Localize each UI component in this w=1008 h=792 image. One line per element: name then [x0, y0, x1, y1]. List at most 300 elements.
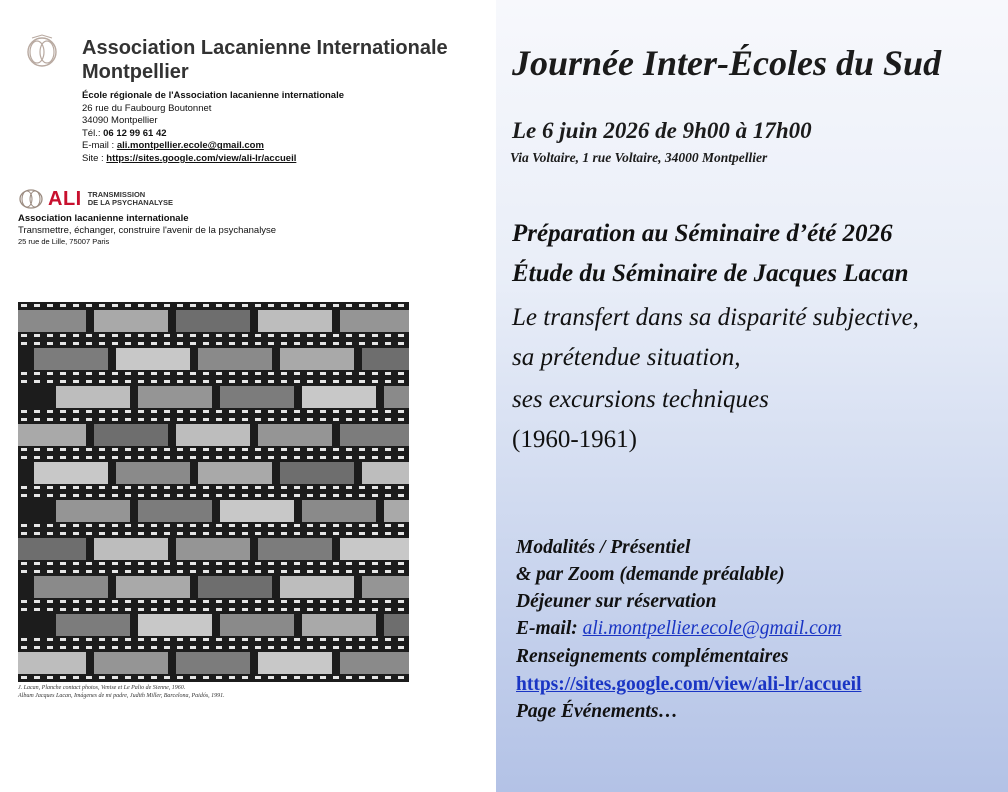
seminar-title-line1: Le transfert dans sa disparité subjective,: [512, 304, 919, 331]
sprocket-hole: [112, 486, 118, 489]
sprocket-hole: [47, 532, 53, 535]
sprocket-hole: [125, 646, 131, 649]
seminar-years: (1960-1961): [512, 426, 637, 453]
sprocket-hole: [203, 456, 209, 459]
sprocket-hole: [203, 448, 209, 451]
org-title: [82, 36, 448, 84]
sprocket-hole: [359, 380, 365, 383]
sprocket-hole: [294, 448, 300, 451]
sprocket-hole: [190, 448, 196, 451]
sprocket-hole: [242, 486, 248, 489]
film-frame: [198, 462, 272, 484]
sprocket-hole: [99, 608, 105, 611]
sprocket-hole: [151, 532, 157, 535]
sprocket-hole: [151, 486, 157, 489]
sprocket-hole: [34, 304, 40, 307]
sprocket-hole: [47, 410, 53, 413]
sprocket-hole: [320, 676, 326, 679]
sprocket-hole: [47, 380, 53, 383]
sprocket-hole: [164, 600, 170, 603]
sprocket-hole: [177, 372, 183, 375]
sprocket-hole: [255, 608, 261, 611]
sprocket-hole: [151, 494, 157, 497]
sprocket-hole: [60, 456, 66, 459]
sprocket-hole: [294, 524, 300, 527]
sprocket-hole: [359, 638, 365, 641]
film-frame: [18, 538, 86, 560]
sprocket-hole: [216, 342, 222, 345]
site-link[interactable]: https://sites.google.com/view/ali-lr/accueil: [106, 152, 297, 164]
sprocket-hole: [99, 448, 105, 451]
sprocket-hole: [125, 676, 131, 679]
sprocket-hole: [203, 608, 209, 611]
sprocket-hole: [60, 570, 66, 573]
sprocket-hole: [268, 372, 274, 375]
sprocket-hole: [294, 304, 300, 307]
sprocket-hole: [21, 646, 27, 649]
sprocket-hole: [86, 646, 92, 649]
film-frame: [116, 348, 190, 370]
sprocket-hole: [151, 570, 157, 573]
film-frame: [198, 576, 272, 598]
modalities-email-link[interactable]: ali.montpellier.ecole@gmail.com: [582, 618, 842, 639]
sprocket-hole: [281, 486, 287, 489]
sprocket-hole: [203, 494, 209, 497]
sprocket-hole: [177, 486, 183, 489]
sprocket-hole: [398, 456, 404, 459]
sprocket-hole: [255, 334, 261, 337]
sprocket-hole: [294, 486, 300, 489]
sprocket-hole: [398, 638, 404, 641]
sprocket-hole: [320, 372, 326, 375]
sprocket-hole: [190, 532, 196, 535]
sprocket-hole: [151, 638, 157, 641]
sprocket-hole: [21, 380, 27, 383]
sprocket-hole: [34, 448, 40, 451]
sprocket-hole: [359, 562, 365, 565]
sprocket-hole: [346, 494, 352, 497]
sprocket-hole: [242, 456, 248, 459]
sprocket-hole: [307, 486, 313, 489]
sprocket-hole: [86, 486, 92, 489]
modalities-site-link[interactable]: https://sites.google.com/view/ali-lr/accueil: [516, 674, 862, 695]
film-frame: [176, 538, 250, 560]
sprocket-hole: [359, 448, 365, 451]
sprocket-hole: [281, 448, 287, 451]
sprocket-hole: [112, 646, 118, 649]
ali-emblem-icon: [18, 189, 44, 209]
sprocket-hole: [60, 608, 66, 611]
sprocket-hole: [125, 380, 131, 383]
ali-logo-text: ALI: [48, 187, 82, 210]
sprocket-hole: [307, 456, 313, 459]
sprocket-hole: [372, 334, 378, 337]
sprocket-hole: [216, 494, 222, 497]
sprocket-hole: [177, 418, 183, 421]
sprocket-hole: [346, 342, 352, 345]
sprocket-hole: [359, 456, 365, 459]
sprocket-hole: [60, 600, 66, 603]
sprocket-hole: [203, 600, 209, 603]
sprocket-hole: [164, 486, 170, 489]
sprocket-hole: [307, 342, 313, 345]
sprocket-hole: [177, 638, 183, 641]
sprocket-hole: [164, 494, 170, 497]
sprocket-hole: [255, 372, 261, 375]
sprocket-hole: [242, 334, 248, 337]
sprocket-hole: [125, 448, 131, 451]
sprocket-hole: [138, 486, 144, 489]
sprocket-hole: [190, 494, 196, 497]
film-frame: [198, 348, 272, 370]
sprocket-hole: [385, 494, 391, 497]
sprocket-hole: [372, 342, 378, 345]
sprocket-hole: [99, 494, 105, 497]
sprocket-hole: [333, 570, 339, 573]
sprocket-hole: [125, 456, 131, 459]
sprocket-hole: [86, 342, 92, 345]
sprocket-hole: [242, 562, 248, 565]
sprocket-hole: [333, 486, 339, 489]
sprocket-hole: [333, 456, 339, 459]
sprocket-hole: [21, 638, 27, 641]
sprocket-hole: [216, 676, 222, 679]
sprocket-hole: [125, 418, 131, 421]
sprocket-hole: [177, 676, 183, 679]
film-frame: [302, 614, 376, 636]
sprocket-hole: [333, 600, 339, 603]
sprocket-hole: [99, 524, 105, 527]
sprocket-hole: [281, 646, 287, 649]
sprocket-hole: [372, 638, 378, 641]
sprocket-hole: [86, 676, 92, 679]
sprocket-hole: [242, 532, 248, 535]
sprocket-hole: [385, 532, 391, 535]
sprocket-hole: [307, 494, 313, 497]
ali-name: Association lacanienne internationale: [18, 213, 189, 224]
photo-caption: [18, 684, 225, 700]
sprocket-hole: [203, 532, 209, 535]
sprocket-hole: [385, 524, 391, 527]
sprocket-hole: [73, 448, 79, 451]
sprocket-hole: [229, 372, 235, 375]
sprocket-hole: [307, 570, 313, 573]
film-frame: [280, 348, 354, 370]
sprocket-hole: [372, 524, 378, 527]
sprocket-hole: [138, 570, 144, 573]
sprocket-hole: [34, 486, 40, 489]
sprocket-hole: [177, 646, 183, 649]
sprocket-hole: [372, 418, 378, 421]
sprocket-hole: [281, 608, 287, 611]
film-frame: [258, 538, 332, 560]
sprocket-hole: [229, 448, 235, 451]
sprocket-hole: [177, 380, 183, 383]
sprocket-hole: [268, 486, 274, 489]
sprocket-hole: [385, 448, 391, 451]
sprocket-hole: [86, 372, 92, 375]
film-frame: [220, 614, 294, 636]
sprocket-hole: [333, 448, 339, 451]
sprocket-hole: [398, 676, 404, 679]
sprocket-hole: [229, 608, 235, 611]
email-link[interactable]: ali.montpellier.ecole@gmail.com: [116, 140, 264, 152]
sprocket-hole: [242, 448, 248, 451]
sprocket-hole: [86, 418, 92, 421]
sprocket-hole: [151, 410, 157, 413]
sprocket-hole: [151, 448, 157, 451]
sprocket-hole: [138, 676, 144, 679]
sprocket-hole: [398, 646, 404, 649]
sprocket-hole: [47, 676, 53, 679]
film-frame: [220, 500, 294, 522]
sprocket-hole: [294, 600, 300, 603]
sprocket-hole: [60, 524, 66, 527]
sprocket-hole: [47, 372, 53, 375]
street: 26 rue du Faubourg Boutonnet: [82, 102, 212, 114]
sprocket-hole: [190, 524, 196, 527]
sprocket-hole: [125, 342, 131, 345]
sprocket-hole: [177, 494, 183, 497]
film-frame: [18, 424, 86, 446]
sprocket-hole: [47, 304, 53, 307]
sprocket-hole: [346, 524, 352, 527]
sprocket-hole: [255, 410, 261, 413]
sprocket-hole: [281, 676, 287, 679]
sprocket-hole: [359, 676, 365, 679]
sprocket-hole: [190, 600, 196, 603]
film-frame: [94, 538, 168, 560]
sprocket-hole: [281, 372, 287, 375]
film-frame: [94, 424, 168, 446]
sprocket-hole: [203, 342, 209, 345]
sprocket-hole: [151, 600, 157, 603]
sprocket-hole: [125, 410, 131, 413]
sprocket-hole: [255, 562, 261, 565]
sprocket-hole: [60, 646, 66, 649]
sprocket-hole: [99, 486, 105, 489]
sprocket-hole: [73, 562, 79, 565]
sprocket-hole: [73, 570, 79, 573]
sprocket-hole: [112, 532, 118, 535]
sprocket-hole: [177, 608, 183, 611]
film-frame: [94, 652, 168, 674]
sprocket-hole: [164, 524, 170, 527]
sprocket-hole: [60, 334, 66, 337]
film-frame: [138, 386, 212, 408]
sprocket-hole: [268, 418, 274, 421]
sprocket-hole: [307, 304, 313, 307]
sprocket-hole: [34, 372, 40, 375]
sprocket-hole: [47, 638, 53, 641]
sprocket-hole: [203, 676, 209, 679]
sprocket-hole: [281, 304, 287, 307]
sprocket-hole: [60, 380, 66, 383]
film-frame: [176, 652, 250, 674]
sprocket-hole: [216, 638, 222, 641]
sprocket-hole: [242, 524, 248, 527]
sprocket-hole: [255, 418, 261, 421]
sprocket-hole: [47, 524, 53, 527]
sprocket-hole: [333, 676, 339, 679]
sprocket-hole: [268, 380, 274, 383]
sprocket-hole: [333, 334, 339, 337]
sprocket-hole: [385, 456, 391, 459]
modalities-line2: & par Zoom (demande préalable): [516, 564, 785, 585]
sprocket-hole: [346, 646, 352, 649]
sprocket-hole: [151, 608, 157, 611]
sprocket-hole: [138, 448, 144, 451]
sprocket-hole: [177, 410, 183, 413]
modalities-email-row: [516, 618, 842, 640]
sprocket-hole: [294, 646, 300, 649]
modalities-email-label: E-mail:: [516, 618, 583, 639]
sprocket-hole: [164, 570, 170, 573]
sprocket-hole: [268, 600, 274, 603]
sprocket-hole: [99, 304, 105, 307]
sprocket-hole: [333, 380, 339, 383]
event-date: Le 6 juin 2026 de 9h00 à 17h00: [512, 118, 812, 143]
sprocket-hole: [398, 372, 404, 375]
sprocket-hole: [190, 342, 196, 345]
sprocket-hole: [177, 456, 183, 459]
sprocket-hole: [47, 342, 53, 345]
sprocket-hole: [229, 380, 235, 383]
sprocket-hole: [47, 570, 53, 573]
sprocket-hole: [47, 494, 53, 497]
sprocket-hole: [216, 304, 222, 307]
film-frame: [302, 386, 376, 408]
sprocket-hole: [359, 646, 365, 649]
sprocket-hole: [359, 334, 365, 337]
sprocket-hole: [60, 448, 66, 451]
sprocket-hole: [268, 410, 274, 413]
sprocket-hole: [359, 342, 365, 345]
sprocket-hole: [320, 646, 326, 649]
sprocket-hole: [307, 410, 313, 413]
sprocket-hole: [294, 532, 300, 535]
sprocket-hole: [216, 608, 222, 611]
sprocket-hole: [346, 380, 352, 383]
sprocket-hole: [112, 372, 118, 375]
sprocket-hole: [333, 410, 339, 413]
sprocket-hole: [255, 570, 261, 573]
film-frame: [34, 462, 108, 484]
sprocket-hole: [73, 486, 79, 489]
sprocket-hole: [346, 486, 352, 489]
sprocket-hole: [190, 410, 196, 413]
sprocket-hole: [151, 304, 157, 307]
sprocket-hole: [320, 570, 326, 573]
sprocket-hole: [203, 638, 209, 641]
sprocket-hole: [112, 676, 118, 679]
sprocket-hole: [73, 342, 79, 345]
sprocket-hole: [242, 342, 248, 345]
sprocket-hole: [281, 380, 287, 383]
sprocket-hole: [125, 562, 131, 565]
sprocket-hole: [86, 532, 92, 535]
sprocket-hole: [86, 494, 92, 497]
sprocket-hole: [268, 456, 274, 459]
sprocket-hole: [164, 448, 170, 451]
sprocket-hole: [21, 410, 27, 413]
film-frame: [384, 614, 409, 636]
sprocket-hole: [151, 676, 157, 679]
sprocket-hole: [34, 456, 40, 459]
sprocket-hole: [242, 410, 248, 413]
sprocket-hole: [177, 448, 183, 451]
sprocket-hole: [294, 410, 300, 413]
sprocket-hole: [320, 486, 326, 489]
film-frame: [116, 576, 190, 598]
sprocket-hole: [346, 410, 352, 413]
sprocket-hole: [190, 570, 196, 573]
sprocket-hole: [112, 334, 118, 337]
sprocket-hole: [203, 524, 209, 527]
sprocket-hole: [47, 646, 53, 649]
sprocket-hole: [281, 600, 287, 603]
sprocket-hole: [307, 638, 313, 641]
sprocket-hole: [47, 486, 53, 489]
sprocket-hole: [112, 570, 118, 573]
sprocket-hole: [112, 448, 118, 451]
sprocket-hole: [99, 372, 105, 375]
sprocket-hole: [190, 638, 196, 641]
sprocket-hole: [294, 342, 300, 345]
sprocket-hole: [164, 638, 170, 641]
sprocket-hole: [294, 676, 300, 679]
sprocket-hole: [346, 638, 352, 641]
sprocket-hole: [281, 562, 287, 565]
sprocket-hole: [60, 486, 66, 489]
sprocket-hole: [138, 342, 144, 345]
sprocket-hole: [398, 304, 404, 307]
sprocket-hole: [333, 304, 339, 307]
sprocket-hole: [47, 456, 53, 459]
email-label: E-mail :: [82, 140, 117, 152]
sprocket-hole: [60, 410, 66, 413]
sprocket-hole: [359, 372, 365, 375]
sprocket-hole: [346, 456, 352, 459]
sprocket-hole: [86, 600, 92, 603]
seminar-title-line2: sa prétendue situation,: [512, 344, 741, 371]
sprocket-hole: [138, 410, 144, 413]
sprocket-hole: [346, 334, 352, 337]
sprocket-hole: [164, 342, 170, 345]
sprocket-hole: [307, 380, 313, 383]
sprocket-hole: [320, 342, 326, 345]
sprocket-hole: [216, 418, 222, 421]
sprocket-hole: [229, 562, 235, 565]
sprocket-hole: [99, 410, 105, 413]
sprocket-hole: [125, 608, 131, 611]
sprocket-hole: [164, 532, 170, 535]
sprocket-hole: [333, 342, 339, 345]
sprocket-hole: [346, 600, 352, 603]
sprocket-hole: [47, 448, 53, 451]
sprocket-hole: [398, 410, 404, 413]
sprocket-hole: [138, 524, 144, 527]
sprocket-hole: [203, 570, 209, 573]
sprocket-hole: [138, 532, 144, 535]
sprocket-hole: [268, 342, 274, 345]
sprocket-hole: [164, 646, 170, 649]
sprocket-hole: [216, 562, 222, 565]
sprocket-hole: [60, 532, 66, 535]
sprocket-hole: [294, 638, 300, 641]
tel-row: [82, 128, 344, 141]
sprocket-hole: [34, 532, 40, 535]
